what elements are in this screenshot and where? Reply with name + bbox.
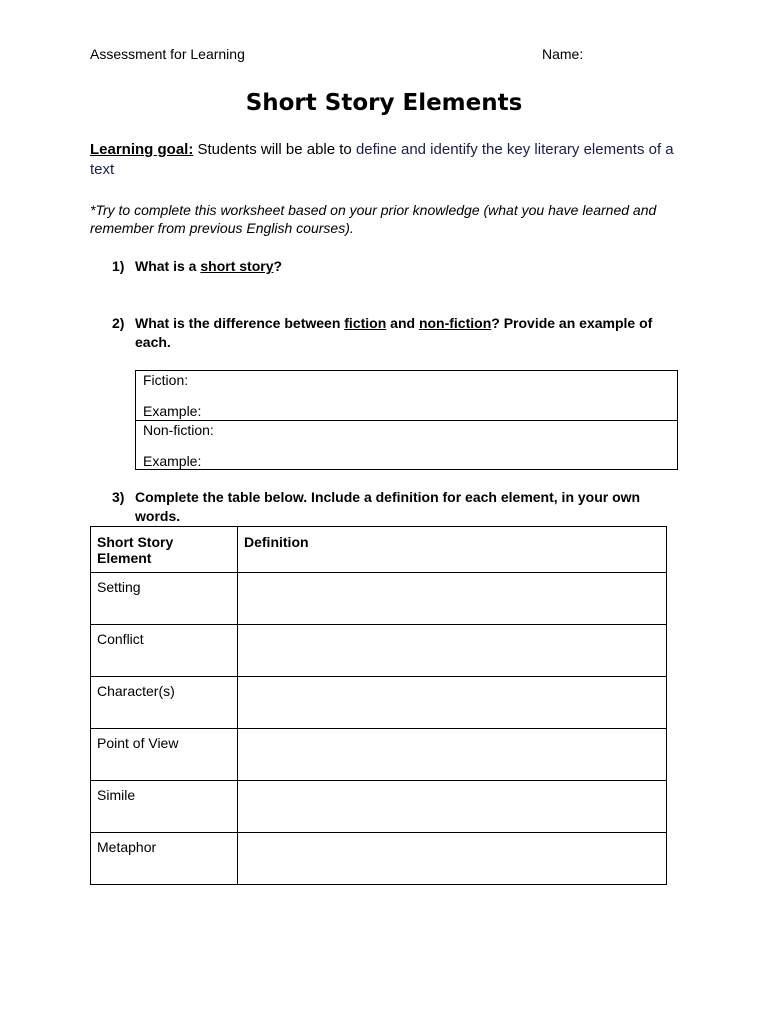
question-2-term-fiction: fiction — [344, 315, 387, 331]
question-2-mid: and — [386, 315, 419, 331]
question-3-text: Complete the table below. Include a definition for each element, in your own words. — [135, 489, 641, 524]
element-name: Setting — [91, 573, 238, 625]
fiction-answer-box — [135, 370, 678, 470]
question-2-number: 2) — [112, 315, 125, 331]
name-label: Name: — [542, 46, 584, 62]
definition-cell[interactable] — [238, 677, 667, 729]
element-name: Character(s) — [91, 677, 238, 729]
question-2-term-nonfiction: non-fiction — [418, 315, 492, 331]
learning-goal-intro: Students will be able to — [193, 141, 356, 158]
elements-table — [90, 526, 667, 885]
table-row — [91, 729, 667, 781]
element-name: Conflict — [91, 625, 238, 677]
table-header-row — [91, 527, 667, 573]
question-2-text — [135, 314, 655, 352]
table-row — [91, 833, 667, 885]
element-name: Point of View — [91, 729, 238, 781]
question-1-text — [135, 257, 655, 276]
table-row — [91, 573, 667, 625]
element-name: Simile — [91, 781, 238, 833]
question-2-pre: What is the difference between — [135, 315, 345, 331]
fiction-example-label: Example: — [143, 403, 202, 419]
question-1-term: short story — [200, 258, 274, 274]
learning-goal — [90, 140, 690, 180]
table-row — [91, 677, 667, 729]
definition-cell[interactable] — [238, 833, 667, 885]
nonfiction-label: Non-fiction: — [143, 422, 214, 438]
question-2-post: ? Provide an example of each. — [135, 315, 653, 350]
table-row — [91, 781, 667, 833]
column-header-definition: Definition — [238, 527, 667, 573]
definition-cell[interactable] — [238, 781, 667, 833]
question-1-pre: What is a — [135, 258, 201, 274]
question-1-post: ? — [273, 258, 283, 274]
element-name: Metaphor — [91, 833, 238, 885]
nonfiction-cell[interactable] — [136, 421, 677, 470]
definition-cell[interactable] — [238, 729, 667, 781]
learning-goal-text: define and identify the key literary elements of a text — [90, 141, 674, 178]
fiction-label: Fiction: — [143, 372, 189, 388]
fiction-cell[interactable] — [136, 371, 677, 421]
definition-cell[interactable] — [238, 573, 667, 625]
question-1-number: 1) — [112, 258, 125, 274]
header-left-text: Assessment for Learning — [90, 46, 245, 62]
column-header-element: Short Story Element — [91, 527, 238, 573]
page-title: Short Story Elements — [245, 90, 523, 116]
learning-goal-label: Learning goal: — [90, 141, 194, 158]
definition-cell[interactable] — [238, 625, 667, 677]
question-3-number: 3) — [112, 489, 125, 505]
instruction-note: *Try to complete this worksheet based on your prior knowledge (what you have learned and remember from previous English courses). — [90, 202, 657, 236]
nonfiction-example-label: Example: — [143, 453, 202, 469]
table-row — [91, 625, 667, 677]
